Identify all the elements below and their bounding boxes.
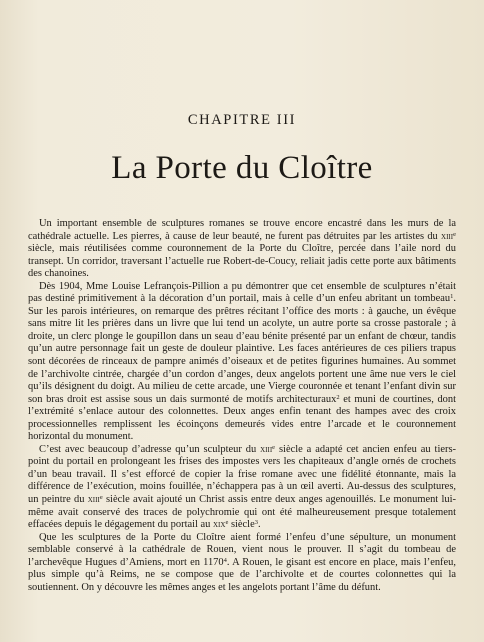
- century-numeral: xiii: [441, 230, 454, 242]
- century-numeral: xix: [213, 519, 226, 531]
- text-run: C’est avec beaucoup d’adresse qu’un sculpteur du: [39, 443, 261, 455]
- text-run: siècle a adapté cet ancien enfeu au tiers-point du portail en prolongeant les frises des impostes vers les chapiteaux d’angle ornés de crochets d’un beau travail. Il s’est efforcé de copier la frise romane avec une fidélité étonnante, mais la différence de l’exécution, moins fouillée, n’échappera pas à un œil averti. Au-dessus des sculptures, un peintre du: [28, 443, 456, 506]
- text-run: Un important ensemble de sculptures romanes se trouve encore encastré dans les murs de la cathédrale actuelle. Les pierres, à cause de leur beauté, ne furent pas détruites par les artistes du: [28, 218, 456, 242]
- paragraph: [28, 532, 456, 595]
- text-run: .: [257, 519, 261, 531]
- text-run: siècle avait ajouté un Christ assis entre deux anges agenouillés. Le monument lui-même avait conservé des traces de polychromie qui ont été malheureusement presque totalement effacées depuis le dégagement du portail au: [28, 494, 456, 531]
- ordinal-superscript: e: [453, 230, 456, 238]
- text-run: . A Rouen, le gisant est encore en place, mais l’enfeu, plus simple qu’à Reims, ne se compose que de l’archivolte et de courtes colonnettes qui la soutiennent. On y découvre les mêmes anges et les angelots portant l’âme du défunt.: [28, 556, 456, 593]
- text-run: Dès 1904, Mme Louise Lefrançois-Pillion a pu démontrer que cet ensemble de sculptures n’était pas destiné primitivement à la décoration d’un portail, mais à celle d’un enfeu abritant un tombeau: [28, 280, 456, 305]
- chapter-label: CHAPITRE III: [187, 112, 297, 128]
- text-run: Que les sculptures de la Porte du Cloître aient formé l’enfeu d’une sépulture, un monument semblable conservé à la cathédrale de Rouen, vient nous le prouver. Il s’agit du tombeau de l’archevêque Hugues d’Amiens, mort en 1170: [28, 531, 456, 568]
- paragraph: [28, 444, 456, 532]
- ordinal-superscript: e: [225, 519, 229, 527]
- footnote-ref: 2: [336, 393, 340, 401]
- century-numeral: xiii: [260, 443, 273, 455]
- text-run: siècle: [228, 519, 255, 531]
- paragraph: [28, 218, 456, 281]
- footnote-ref: 1: [450, 293, 454, 301]
- century-numeral: xiii: [87, 494, 100, 506]
- ordinal-superscript: e: [99, 494, 103, 502]
- chapter-title: La Porte du Cloître: [111, 150, 373, 186]
- text-run: siècle, mais réutilisées comme couronnement de la Porte du Cloître, percée dans l’aile nord du transept. Un corridor, traversant l’actuelle rue Robert-de-Coucy, reliait jadis cette porte aux bâtiments des chanoines.: [28, 243, 456, 280]
- ordinal-superscript: e: [272, 443, 276, 451]
- footnote-ref: 4: [223, 556, 227, 564]
- paragraph: [28, 281, 456, 444]
- text-run: . Sur les parois intérieures, on remarque des prêtres récitant l’office des morts : à gauche, un évêque sans mitre lit les prières dans un livre que lui tend un acolyte, un autre porte sa crosse pastorale ; à droite, un clerc plonge le goupillon dans un seau d’eau bénite présenté par un enfant de chœur, tandis qu’un autre personnage fait un geste de douleur plaintive. Les faces antérieures de ces piliers trapus sont décorées de rinceaux de pampre animés d’oiseaux et de petites figurines humaines. Au sommet de l’archivolte cintrée, chargée d’un cordon d’anges, deux angelots portent une âme nue vers le ciel qu’ils désignent du doigt. Au milieu de cette arcade, une Vierge couronnée et tenant l’enfant divin sur son bras droit est assise sous un dais surmonté de motifs architecturaux: [28, 293, 456, 405]
- text-run: et muni de courtines, dont l’extrémité s’enlace autour des colonnettes. Deux anges enfin tenant des hampes avec des croix processionnelles remplissent les écoinçons demeurés vides entre l’arcade et le couronnement horizontal du monument.: [28, 393, 457, 443]
- body-text: [28, 218, 456, 594]
- footnote-ref: 3: [254, 519, 258, 527]
